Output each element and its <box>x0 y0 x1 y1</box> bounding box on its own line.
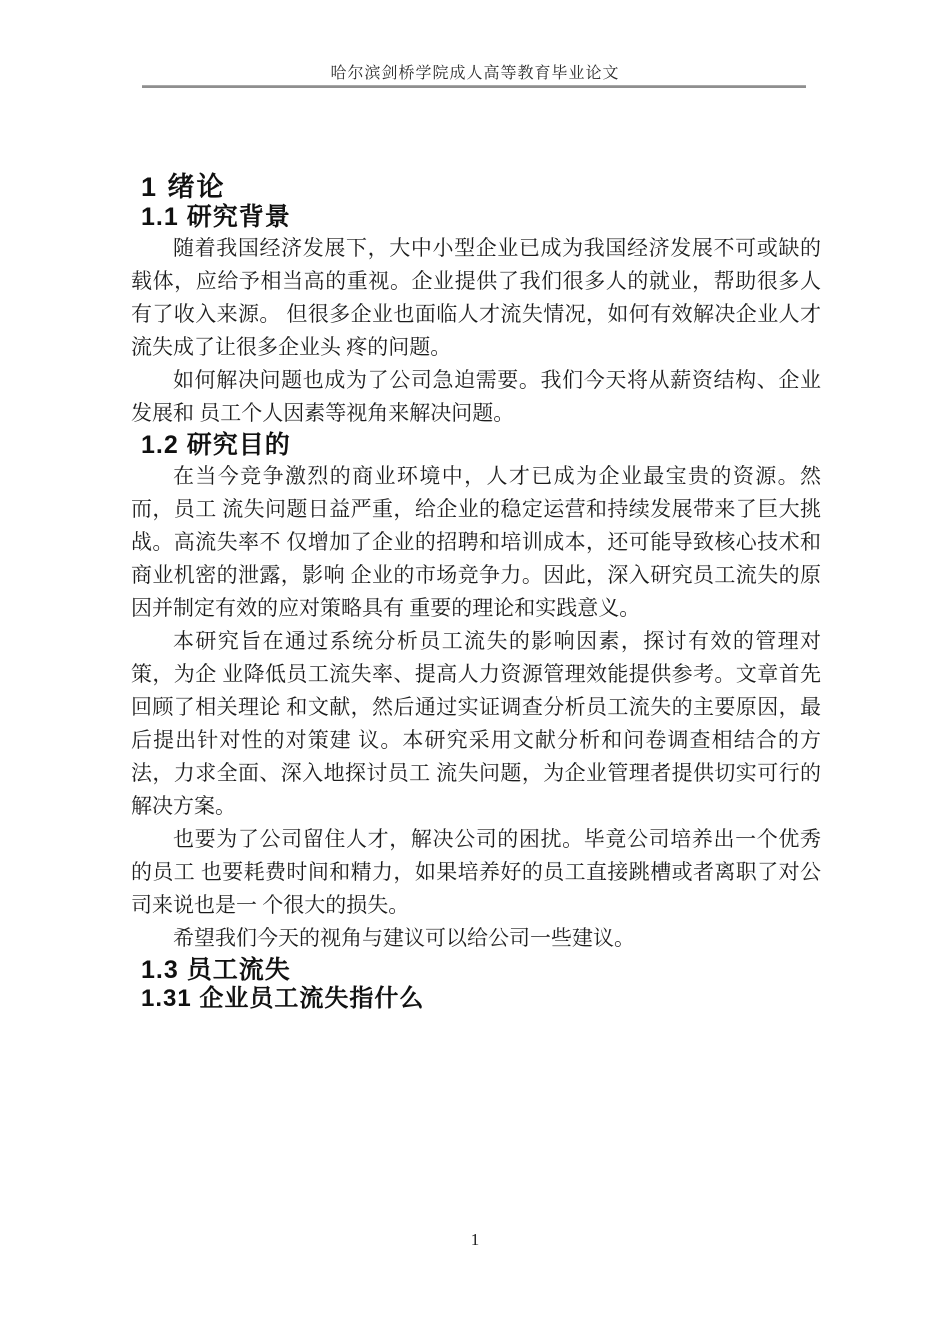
section-heading-research-purpose: 1.2 研究目的 <box>141 431 291 459</box>
paragraph: 在当今竞争激烈的商业环境中，人才已成为企业最宝贵的资源。然而，员工 流失问题日益严重，给企业的稳定运营和持续发展带来了巨大挑战。高流失率不 仅增加了企业的招聘和培训成本，还可能导致核心技术和商业机密的泄露，影响 企业的市场竞争力。因此，深入研究员工流失的原因并制定有效的应对策略具有 重要的理论和实践意义。 <box>131 464 821 620</box>
page-number: 1 <box>470 1230 480 1249</box>
section-heading-employee-turnover: 1.3 员工流失 <box>141 956 291 984</box>
chapter-title: 1 绪论 <box>141 172 226 202</box>
paragraph: 也要为了公司留住人才，解决公司的困扰。毕竟公司培养出一个优秀的员工 也要耗费时间和精力，如果培养好的员工直接跳槽或者离职了对公司来说也是一 个很大的损失。 <box>131 827 821 917</box>
page-header-rule <box>142 85 806 88</box>
section-heading-research-background: 1.1 研究背景 <box>141 203 291 231</box>
subsection-heading-turnover-definition: 1.31 企业员工流失指什么 <box>141 985 425 1012</box>
document-body <box>131 172 821 1013</box>
page-footer <box>0 1230 950 1250</box>
page-header-title: 哈尔滨剑桥学院成人高等教育毕业论文 <box>330 65 620 82</box>
paragraph: 如何解决问题也成为了公司急迫需要。我们今天将从薪资结构、企业发展和 员工个人因素等视角来解决问题。 <box>131 368 821 425</box>
paragraph: 希望我们今天的视角与建议可以给公司一些建议。 <box>173 926 635 950</box>
paragraph: 本研究旨在通过系统分析员工流失的影响因素，探讨有效的管理对策，为企 业降低员工流失率、提高人力资源管理效能提供参考。文章首先回顾了相关理论 和文献，然后通过实证调查分析员工流失的主要原因，最后提出针对性的对策建 议。本研究采用文献分析和问卷调查相结合的方法，力求全面、深入地探讨员工 流失问题，为企业管理者提供切实可行的解决方案。 <box>131 629 821 818</box>
paragraph: 随着我国经济发展下，大中小型企业已成为我国经济发展不可或缺的载体，应给予相当高的重视。企业提供了我们很多人的就业，帮助很多人有了收入来源。 但很多企业也面临人才流失情况，如何有效解决企业人才流失成了让很多企业头 疼的问题。 <box>131 236 821 359</box>
